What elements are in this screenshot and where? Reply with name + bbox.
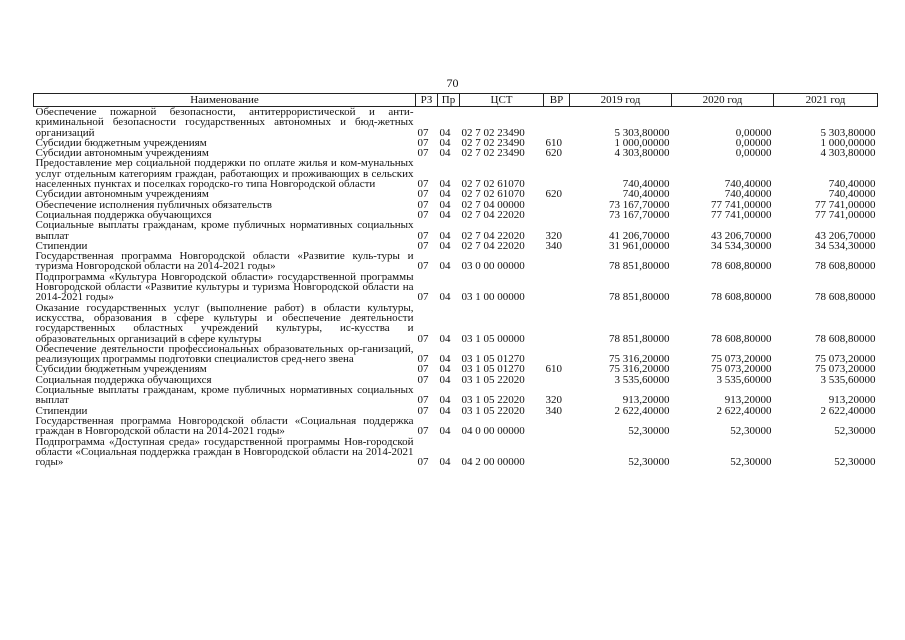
row-value-2020: 75 073,20000 <box>711 353 772 366</box>
row-value-2019: 73 167,70000 <box>609 208 670 221</box>
row-value-2019: 75 316,20000 <box>609 353 670 366</box>
header-rz: РЗ <box>416 94 438 107</box>
row-name: Обеспечение деятельности профессиональных образовательных ор-ганизаций, реализующих программы подготовки специалистов сред-него звена <box>35 342 414 366</box>
row-cst: 02 7 04 00000 <box>461 198 525 211</box>
row-pr: 04 <box>439 425 451 438</box>
row-value-2021: 740,40000 <box>828 178 876 191</box>
row-value-2019: 52,30000 <box>628 456 670 469</box>
row-value-2020: 34 534,30000 <box>711 239 772 252</box>
row-vr: 320 <box>545 229 562 242</box>
row-value-2021: 913,20000 <box>828 394 876 407</box>
row-rz: 07 <box>417 291 429 304</box>
row-value-2021: 1 000,00000 <box>820 136 876 149</box>
row-vr: 340 <box>545 239 562 252</box>
row-rz: 07 <box>417 126 429 139</box>
page-number: 70 <box>446 76 459 90</box>
row-vr: 340 <box>545 404 562 417</box>
table-row <box>34 107 878 138</box>
row-cst: 02 7 02 61070 <box>461 188 525 201</box>
row-rz: 07 <box>417 456 429 469</box>
row-pr: 04 <box>439 239 451 252</box>
row-rz: 07 <box>417 229 429 242</box>
header-2020: 2020 год <box>672 94 774 107</box>
row-value-2019: 31 961,00000 <box>609 239 670 252</box>
row-pr: 04 <box>439 332 451 345</box>
table-row <box>34 272 878 303</box>
row-value-2021: 78 608,80000 <box>815 260 876 273</box>
row-name: Обеспечение пожарной безопасности, антитеррористической и анти-криминальной безопасности государственных автономных и бюд-жетных организаций <box>35 106 414 139</box>
row-vr <box>544 272 570 303</box>
row-value-2021: 75 073,20000 <box>815 363 876 376</box>
row-value-2019: 41 206,70000 <box>609 229 670 242</box>
row-value-2019: 78 851,80000 <box>609 260 670 273</box>
row-value-2019: 913,20000 <box>622 394 670 407</box>
row-pr: 04 <box>439 208 451 221</box>
row-name: Социальная поддержка обучающихся <box>35 208 212 221</box>
row-pr: 04 <box>439 178 451 191</box>
row-vr <box>544 158 570 189</box>
row-value-2021: 78 608,80000 <box>815 291 876 304</box>
row-cst: 02 7 04 22020 <box>461 229 525 242</box>
table-row <box>34 437 878 468</box>
row-name: Подпрограмма «Культура Новгородской области» государственной программы Новгородской области «Развитие культуры и туризма Новгородской области на 2014-2021 годы» <box>35 270 414 304</box>
budget-table <box>33 93 878 467</box>
row-value-2021: 77 741,00000 <box>815 198 876 211</box>
row-value-2019: 52,30000 <box>628 425 670 438</box>
row-pr: 04 <box>439 136 451 149</box>
header-cst: ЦСТ <box>460 94 544 107</box>
row-vr: 610 <box>545 363 562 376</box>
row-rz: 07 <box>417 394 429 407</box>
row-vr <box>544 416 570 437</box>
row-pr: 04 <box>439 260 451 273</box>
row-name: Субсидии автономным учреждениям <box>35 147 209 160</box>
row-name: Обеспечение исполнения публичных обязательств <box>35 198 273 211</box>
row-cst: 02 7 02 23490 <box>461 136 525 149</box>
row-name: Подпрограмма «Доступная среда» государственной программы Нов-городской области «Социальная поддержка граждан в Новгородской области на 2014-2021 годы» <box>35 435 414 469</box>
row-cst: 03 1 00 00000 <box>461 291 525 304</box>
row-value-2021: 3 535,60000 <box>820 373 876 386</box>
row-rz: 07 <box>417 136 429 149</box>
row-value-2019: 73 167,70000 <box>609 198 670 211</box>
row-cst: 03 1 05 22020 <box>461 394 525 407</box>
row-rz: 07 <box>417 198 429 211</box>
row-name: Оказание государственных услуг (выполнение работ) в области культуры, искусства, образования в сфере культуры и обеспечение деятельности государственных областных учреждений культуры, ис-кусства и образовательных организаций в сфере культуры <box>35 301 414 345</box>
row-value-2020: 0,00000 <box>735 147 772 160</box>
row-cst: 03 0 00 00000 <box>461 260 525 273</box>
row-name: Социальная поддержка обучающихся <box>35 373 212 386</box>
row-value-2020: 913,20000 <box>724 394 772 407</box>
row-rz: 07 <box>417 188 429 201</box>
row-rz: 07 <box>417 147 429 160</box>
row-pr: 04 <box>439 188 451 201</box>
row-value-2020: 3 535,60000 <box>716 373 772 386</box>
row-vr: 610 <box>545 136 562 149</box>
row-rz: 07 <box>417 332 429 345</box>
row-vr: 320 <box>545 394 562 407</box>
row-name: Предоставление мер социальной поддержки по оплате жилья и ком-мунальных услуг отдельным категориям граждан, работающих и проживающих в сельских населенных пунктах и поселках городско-го типа Новгородской области <box>35 157 414 191</box>
row-cst: 03 1 05 01270 <box>461 353 525 366</box>
row-pr: 04 <box>439 291 451 304</box>
row-name: Социальные выплаты гражданам, кроме публичных нормативных социальных выплат <box>35 219 414 242</box>
table-row <box>34 303 878 344</box>
header-2019: 2019 год <box>570 94 672 107</box>
table-row <box>34 251 878 272</box>
row-value-2019: 740,40000 <box>622 178 670 191</box>
row-value-2021: 2 622,40000 <box>820 404 876 417</box>
row-name: Субсидии бюджетным учреждениям <box>35 136 207 149</box>
row-value-2021: 78 608,80000 <box>815 332 876 345</box>
row-pr: 04 <box>439 363 451 376</box>
table-row <box>34 158 878 189</box>
row-value-2020: 740,40000 <box>724 178 772 191</box>
header-name: Наименование <box>34 94 416 107</box>
row-cst: 04 0 00 00000 <box>461 425 525 438</box>
row-name: Государственная программа Новгородской области «Социальная поддержка граждан в Новгородской области на 2014-2021 годы» <box>35 414 414 438</box>
row-value-2021: 52,30000 <box>834 425 876 438</box>
row-name: Социальные выплаты гражданам, кроме публичных нормативных социальных выплат <box>35 384 414 407</box>
row-value-2021: 4 303,80000 <box>820 147 876 160</box>
row-rz: 07 <box>417 425 429 438</box>
row-vr: 620 <box>545 188 562 201</box>
row-value-2021: 52,30000 <box>834 456 876 469</box>
row-value-2020: 75 073,20000 <box>711 363 772 376</box>
row-value-2019: 78 851,80000 <box>609 291 670 304</box>
row-value-2019: 2 622,40000 <box>614 404 670 417</box>
row-name: Субсидии автономным учреждениям <box>35 188 209 201</box>
row-cst: 02 7 02 23490 <box>461 126 525 139</box>
row-value-2019: 1 000,00000 <box>614 136 670 149</box>
row-vr <box>544 107 570 138</box>
row-value-2019: 4 303,80000 <box>614 147 670 160</box>
row-value-2021: 34 534,30000 <box>815 239 876 252</box>
row-value-2020: 52,30000 <box>730 425 772 438</box>
row-vr <box>544 375 570 385</box>
row-rz: 07 <box>417 404 429 417</box>
row-cst: 02 7 02 61070 <box>461 178 525 191</box>
row-rz: 07 <box>417 208 429 221</box>
row-value-2021: 5 303,80000 <box>820 126 876 139</box>
row-value-2020: 52,30000 <box>730 456 772 469</box>
row-value-2021: 43 206,70000 <box>815 229 876 242</box>
table-row <box>34 220 878 241</box>
header-pr: Пр <box>438 94 460 107</box>
row-cst: 02 7 04 22020 <box>461 239 525 252</box>
row-value-2021: 77 741,00000 <box>815 208 876 221</box>
row-pr: 04 <box>439 404 451 417</box>
row-value-2019: 5 303,80000 <box>614 126 670 139</box>
row-name: Стипендии <box>35 404 88 417</box>
row-pr: 04 <box>439 373 451 386</box>
header-vr: ВР <box>544 94 570 107</box>
row-rz: 07 <box>417 260 429 273</box>
row-pr: 04 <box>439 126 451 139</box>
row-value-2019: 3 535,60000 <box>614 373 670 386</box>
row-cst: 02 7 02 23490 <box>461 147 525 160</box>
row-value-2020: 77 741,00000 <box>711 208 772 221</box>
row-vr <box>544 303 570 344</box>
table-row <box>34 344 878 365</box>
table-row <box>34 416 878 437</box>
row-vr <box>544 210 570 220</box>
row-value-2020: 0,00000 <box>735 136 772 149</box>
row-pr: 04 <box>439 456 451 469</box>
row-cst: 03 1 05 01270 <box>461 363 525 376</box>
row-value-2019: 78 851,80000 <box>609 332 670 345</box>
row-value-2020: 0,00000 <box>735 126 772 139</box>
row-name: Стипендии <box>35 239 88 252</box>
row-vr <box>544 251 570 272</box>
row-value-2019: 75 316,20000 <box>609 363 670 376</box>
table-body <box>34 107 878 468</box>
row-pr: 04 <box>439 394 451 407</box>
row-pr: 04 <box>439 147 451 160</box>
row-value-2020: 740,40000 <box>724 188 772 201</box>
row-value-2020: 78 608,80000 <box>711 332 772 345</box>
row-vr <box>544 437 570 468</box>
row-rz: 07 <box>417 239 429 252</box>
row-rz: 07 <box>417 353 429 366</box>
row-cst: 03 1 05 22020 <box>461 404 525 417</box>
header-2021: 2021 год <box>774 94 878 107</box>
row-value-2020: 78 608,80000 <box>711 260 772 273</box>
row-value-2020: 43 206,70000 <box>711 229 772 242</box>
row-name: Государственная программа Новгородской области «Развитие куль-туры и туризма Новгородской области на 2014-2021 годы» <box>35 250 414 273</box>
row-cst: 03 1 05 22020 <box>461 373 525 386</box>
row-pr: 04 <box>439 229 451 242</box>
row-vr <box>544 200 570 210</box>
row-pr: 04 <box>439 198 451 211</box>
row-cst: 03 1 05 00000 <box>461 332 525 345</box>
row-rz: 07 <box>417 363 429 376</box>
row-name: Субсидии бюджетным учреждениям <box>35 363 207 376</box>
row-value-2020: 2 622,40000 <box>716 404 772 417</box>
table-row <box>34 385 878 406</box>
row-pr: 04 <box>439 353 451 366</box>
row-value-2021: 740,40000 <box>828 188 876 201</box>
row-value-2019: 740,40000 <box>622 188 670 201</box>
row-vr: 620 <box>545 147 562 160</box>
row-vr <box>544 344 570 365</box>
row-rz: 07 <box>417 373 429 386</box>
row-cst: 04 2 00 00000 <box>461 456 525 469</box>
row-rz: 07 <box>417 178 429 191</box>
row-value-2021: 75 073,20000 <box>815 353 876 366</box>
row-value-2020: 78 608,80000 <box>711 291 772 304</box>
table-header-row <box>34 94 878 107</box>
row-cst: 02 7 04 22020 <box>461 208 525 221</box>
row-value-2020: 77 741,00000 <box>711 198 772 211</box>
